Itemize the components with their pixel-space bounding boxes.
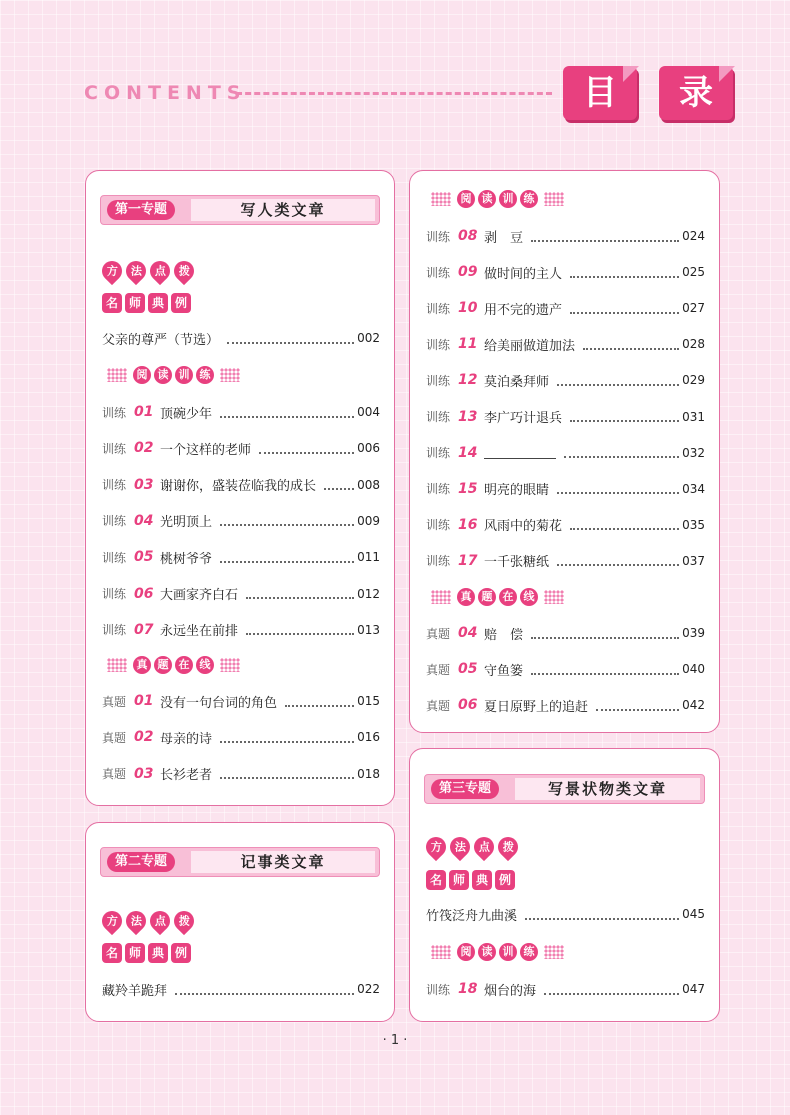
entry-page: 039 — [682, 626, 705, 640]
dot-grid-icon — [107, 658, 127, 672]
leader-dots — [259, 443, 354, 454]
entry-prefix: 真题 — [102, 694, 127, 709]
leader-dots — [285, 696, 354, 707]
entry-number: 03 — [134, 765, 154, 782]
entry-number: 10 — [458, 300, 478, 317]
circle-chip: 练 — [520, 943, 538, 961]
circle-chip: 训 — [175, 366, 193, 384]
entry-number: 04 — [134, 512, 154, 529]
pin-icon: 拨 — [170, 907, 198, 935]
blank-title-line — [484, 446, 556, 459]
circle-chip: 真 — [457, 588, 475, 606]
leader-dots — [220, 552, 354, 563]
page-header — [0, 0, 790, 140]
entry-title: 用不完的遗产 — [484, 302, 563, 318]
entry-title: 赔 偿 — [484, 627, 524, 643]
chip: 师 — [449, 870, 469, 890]
entry-title: 给美丽做道加法 — [484, 338, 576, 354]
entry-number: 06 — [134, 585, 154, 602]
toc-entry[interactable] — [426, 903, 705, 925]
toc-entry[interactable] — [426, 514, 705, 536]
dot-grid-icon — [431, 590, 451, 604]
topic3-banner — [424, 774, 705, 804]
chip: 典 — [472, 870, 492, 890]
topic1-tag: 第一专题 — [107, 200, 175, 220]
circle-chip: 阅 — [133, 366, 151, 384]
toc-entry[interactable] — [102, 474, 380, 496]
entry-number: 11 — [458, 336, 478, 353]
title-char-box-2: 录 — [659, 66, 733, 120]
entry-title: 一千张糖纸 — [484, 555, 550, 571]
leader-dots — [564, 447, 679, 458]
entry-title: 一个这样的老师 — [160, 442, 252, 458]
entry-title: 李广巧计退兵 — [484, 411, 563, 426]
circle-chip: 在 — [175, 656, 193, 674]
leader-dots — [220, 768, 354, 779]
topic3-name: 写景状物类文章 — [515, 778, 700, 800]
entry-number: 05 — [134, 549, 154, 566]
entry-page: 012 — [357, 586, 380, 601]
leader-dots — [583, 339, 679, 350]
entry-title: 大画家齐白石 — [160, 588, 239, 603]
entry-prefix: 训练 — [426, 446, 451, 461]
topic3-panel — [409, 748, 720, 1022]
topic3-classic-header — [426, 870, 515, 890]
leader-dots — [596, 700, 679, 711]
topic2-panel — [85, 822, 395, 1022]
pin-icon: 拨 — [170, 257, 198, 285]
toc-entry[interactable] — [426, 442, 705, 464]
entry-prefix: 训练 — [426, 337, 451, 352]
leader-dots — [525, 909, 679, 920]
entry-number: 13 — [458, 408, 478, 425]
toc-entry[interactable] — [426, 658, 705, 680]
entry-prefix: 训练 — [102, 405, 127, 420]
entry-number: 17 — [458, 552, 478, 569]
topic2-real-header — [428, 586, 567, 608]
entry-number: 02 — [134, 440, 154, 457]
entry-prefix: 训练 — [102, 623, 127, 638]
entry-page: 024 — [682, 229, 705, 243]
topic3-method-header — [426, 837, 520, 857]
entry-prefix: 真题 — [426, 698, 451, 713]
topic1-real-header — [104, 654, 243, 676]
toc-entry[interactable] — [426, 297, 705, 319]
entry-number: 09 — [458, 264, 478, 281]
toc-entry[interactable] — [426, 406, 705, 428]
entry-page: 027 — [682, 301, 705, 316]
toc-entry[interactable] — [102, 510, 380, 532]
entry-title: 父亲的尊严（节选） — [102, 332, 220, 348]
entry-title: 竹筏泛舟九曲溪 — [426, 908, 518, 924]
entry-number: 14 — [458, 444, 478, 461]
topic3-tag: 第三专题 — [431, 779, 499, 799]
entry-number: 01 — [134, 404, 154, 420]
circle-chip: 在 — [499, 588, 517, 606]
toc-entry[interactable] — [102, 546, 380, 568]
entry-prefix: 训练 — [426, 410, 451, 424]
circle-chip: 阅 — [457, 190, 475, 208]
entry-title: 永远坐在前排 — [160, 624, 239, 640]
leader-dots — [570, 303, 679, 314]
entry-page: 006 — [357, 441, 380, 456]
circle-chip: 训 — [499, 190, 517, 208]
leader-dots — [324, 479, 354, 490]
entry-title: 做时间的主人 — [484, 266, 563, 282]
entry-prefix: 训练 — [426, 373, 451, 388]
chip: 名 — [102, 943, 122, 963]
toc-entry[interactable] — [426, 978, 705, 1000]
entry-number: 07 — [134, 621, 154, 638]
leader-dots — [544, 984, 679, 995]
entry-page: 013 — [357, 622, 380, 637]
entry-prefix: 训练 — [426, 518, 451, 533]
dot-grid-icon — [107, 368, 127, 382]
topic1-classic-header — [102, 293, 191, 313]
entry-prefix: 训练 — [426, 229, 451, 244]
entry-title: 母亲的诗 — [160, 731, 213, 747]
header-dash-line — [236, 92, 552, 95]
toc-entry[interactable] — [426, 333, 705, 355]
pin-icon: 点 — [470, 833, 498, 861]
entry-page: 008 — [357, 477, 380, 492]
chip: 典 — [148, 293, 168, 313]
pin-icon: 点 — [146, 907, 174, 935]
leader-dots — [227, 333, 354, 344]
entry-page: 002 — [357, 331, 380, 345]
entry-number: 02 — [134, 729, 154, 746]
chip: 师 — [125, 293, 145, 313]
entry-page: 022 — [357, 982, 380, 996]
entry-prefix: 训练 — [426, 554, 451, 569]
toc-entry[interactable] — [426, 369, 705, 391]
entry-page: 047 — [682, 982, 705, 996]
dot-grid-icon — [431, 945, 451, 959]
leader-dots — [175, 984, 354, 995]
dot-grid-icon — [544, 192, 564, 206]
topic3-reading-header — [428, 941, 567, 963]
entry-page: 045 — [682, 907, 705, 921]
topic1-banner — [100, 195, 380, 225]
entry-page: 004 — [357, 405, 380, 419]
circle-chip: 线 — [520, 588, 538, 606]
entry-title: 顶碗少年 — [160, 406, 213, 422]
leader-dots — [570, 411, 679, 422]
toc-entry[interactable] — [102, 583, 380, 605]
entry-title: 谢谢你，盛装莅临我的成长 — [160, 479, 317, 495]
entry-prefix: 训练 — [102, 478, 127, 493]
entry-prefix: 训练 — [102, 587, 127, 601]
pin-icon: 方 — [98, 907, 126, 935]
chip: 例 — [171, 293, 191, 313]
contents-heading: CONTENTS — [84, 82, 247, 104]
entry-number: 12 — [458, 372, 478, 389]
entry-prefix: 真题 — [102, 730, 127, 745]
leader-dots — [220, 515, 354, 526]
entry-number: 03 — [134, 476, 154, 493]
topic2-classic-header — [102, 943, 191, 963]
entry-prefix: 训练 — [426, 982, 451, 997]
toc-entry[interactable] — [102, 327, 380, 349]
circle-chip: 阅 — [457, 943, 475, 961]
entry-prefix: 训练 — [426, 482, 451, 497]
circle-chip: 练 — [196, 366, 214, 384]
pin-icon: 方 — [98, 257, 126, 285]
toc-entry[interactable] — [102, 978, 380, 1000]
toc-entry[interactable] — [426, 622, 705, 644]
entry-title: 长衫老者 — [160, 768, 213, 784]
pin-icon: 法 — [122, 907, 150, 935]
circle-chip: 真 — [133, 656, 151, 674]
chip: 例 — [495, 870, 515, 890]
topic2-continued-panel — [409, 170, 720, 733]
leader-dots — [220, 732, 354, 743]
entry-prefix: 真题 — [426, 662, 451, 677]
topic1-panel — [85, 170, 395, 806]
leader-dots — [570, 519, 679, 530]
entry-title: 莫泊桑拜师 — [484, 374, 550, 390]
pin-icon: 方 — [422, 833, 450, 861]
circle-chip: 练 — [520, 190, 538, 208]
pin-icon: 拨 — [494, 833, 522, 861]
entry-prefix: 训练 — [426, 265, 451, 280]
toc-entry[interactable] — [102, 437, 380, 459]
circle-chip: 题 — [478, 588, 496, 606]
entry-page: 011 — [357, 550, 380, 565]
entry-page: 034 — [682, 481, 705, 496]
entry-title: 烟台的海 — [484, 983, 537, 999]
entry-number: 06 — [458, 697, 478, 714]
leader-dots — [557, 483, 679, 494]
chip: 典 — [148, 943, 168, 963]
entry-page: 040 — [682, 662, 705, 677]
toc-entry[interactable] — [426, 694, 705, 716]
dot-grid-icon — [431, 192, 451, 206]
entry-page: 016 — [357, 730, 380, 745]
entry-number: 16 — [458, 516, 478, 533]
entry-title: 剥 豆 — [484, 230, 524, 246]
entry-page: 037 — [682, 553, 705, 568]
entry-page: 028 — [682, 337, 705, 352]
chip: 名 — [426, 870, 446, 890]
circle-chip: 读 — [154, 366, 172, 384]
entry-number: 18 — [458, 981, 478, 997]
entry-number: 01 — [134, 693, 154, 709]
toc-entry[interactable] — [102, 763, 380, 785]
toc-entry[interactable] — [102, 619, 380, 641]
title-char-box-1: 目 — [563, 66, 637, 120]
leader-dots — [531, 628, 679, 639]
topic2-tag: 第二专题 — [107, 852, 175, 872]
topic2-method-header — [102, 911, 196, 931]
page-number: · 1 · — [382, 1033, 408, 1048]
entry-page: 042 — [682, 698, 705, 713]
entry-prefix: 训练 — [426, 301, 451, 316]
entry-page: 031 — [682, 409, 705, 424]
topic1-name: 写人类文章 — [191, 199, 375, 221]
entry-number: 05 — [458, 661, 478, 678]
toc-entry[interactable] — [102, 690, 380, 712]
entry-page: 029 — [682, 373, 705, 388]
entry-prefix: 真题 — [426, 626, 451, 641]
entry-prefix: 真题 — [102, 767, 127, 782]
leader-dots — [220, 407, 354, 418]
entry-page: 035 — [682, 517, 705, 532]
toc-entry[interactable] — [426, 225, 705, 247]
dot-grid-icon — [544, 590, 564, 604]
entry-number: 04 — [458, 625, 478, 641]
toc-entry[interactable] — [426, 550, 705, 572]
entry-title: 光明顶上 — [160, 515, 213, 531]
chip: 例 — [171, 943, 191, 963]
entry-page: 009 — [357, 513, 380, 528]
leader-dots — [570, 267, 679, 278]
title-box-fold-2 — [719, 66, 735, 82]
circle-chip: 读 — [478, 190, 496, 208]
entry-title: 风雨中的菊花 — [484, 519, 563, 535]
leader-dots — [246, 588, 354, 599]
dot-grid-icon — [544, 945, 564, 959]
topic2-reading-header — [428, 188, 567, 210]
entry-title: 没有一句台词的角色 — [160, 695, 278, 711]
leader-dots — [246, 624, 354, 635]
entry-number: 08 — [458, 228, 478, 244]
leader-dots — [531, 231, 679, 242]
entry-prefix: 训练 — [102, 550, 127, 565]
pin-icon: 点 — [146, 257, 174, 285]
toc-entry[interactable] — [426, 478, 705, 500]
leader-dots — [557, 555, 679, 566]
title-box-fold-1 — [623, 66, 639, 82]
entry-page: 025 — [682, 265, 705, 280]
toc-entry[interactable] — [102, 401, 380, 423]
entry-page: 015 — [357, 694, 380, 708]
pin-icon: 法 — [122, 257, 150, 285]
circle-chip: 读 — [478, 943, 496, 961]
entry-title: 桃树爷爷 — [160, 551, 213, 567]
circle-chip: 线 — [196, 656, 214, 674]
dot-grid-icon — [220, 368, 240, 382]
circle-chip: 训 — [499, 943, 517, 961]
topic2-banner — [100, 847, 380, 877]
entry-title: 夏日原野上的追赶 — [484, 699, 589, 715]
toc-entry[interactable] — [102, 726, 380, 748]
entry-page: 018 — [357, 766, 380, 781]
entry-prefix: 训练 — [102, 441, 127, 456]
chip: 名 — [102, 293, 122, 313]
entry-page: 032 — [682, 445, 705, 460]
entry-title: 藏羚羊跪拜 — [102, 983, 168, 999]
leader-dots — [557, 375, 679, 386]
chip: 师 — [125, 943, 145, 963]
toc-entry[interactable] — [426, 261, 705, 283]
pin-icon: 法 — [446, 833, 474, 861]
circle-chip: 题 — [154, 656, 172, 674]
leader-dots — [531, 664, 679, 675]
entry-title: 守鱼篓 — [484, 663, 524, 679]
entry-title: 明亮的眼睛 — [484, 483, 550, 499]
entry-number: 15 — [458, 480, 478, 497]
entry-prefix: 训练 — [102, 514, 127, 529]
topic1-reading-header — [104, 364, 243, 386]
topic1-method-header — [102, 261, 196, 281]
topic2-name: 记事类文章 — [191, 851, 375, 873]
dot-grid-icon — [220, 658, 240, 672]
